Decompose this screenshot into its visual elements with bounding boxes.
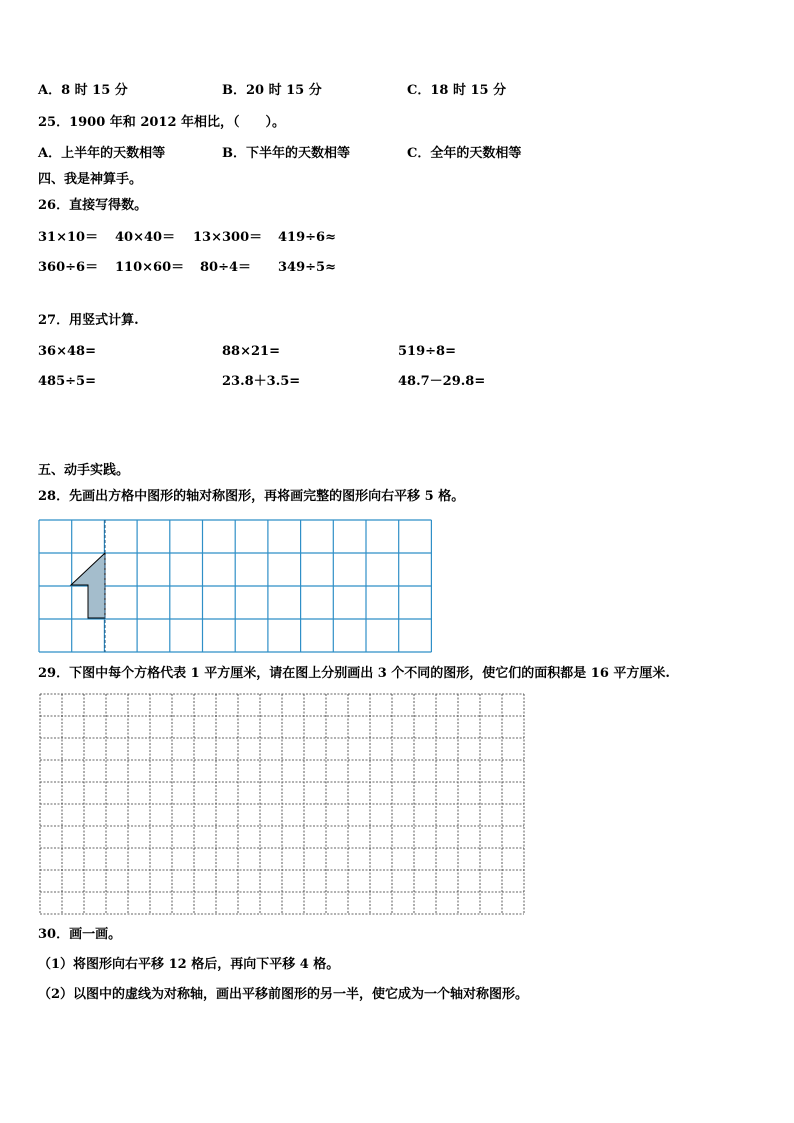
q27-item: 23.8＋3.5=: [222, 374, 301, 389]
q26-item: 349÷5≈: [278, 260, 336, 275]
q27-item: 485÷5=: [38, 374, 96, 389]
q30-stem: 30．画一画。: [38, 927, 122, 942]
q27-item: 36×48=: [38, 344, 96, 359]
q24-option-a: A．8 时 15 分: [38, 83, 128, 98]
q26-item: 31×10＝: [38, 230, 99, 245]
q30-part-2: （2）以图中的虚线为对称轴，画出平移前图形的另一半，使它成为一个轴对称图形。: [38, 987, 529, 1002]
q27-item: 88×21=: [222, 344, 280, 359]
q25-option-b: B．下半年的天数相等: [222, 146, 350, 161]
q29-stem: 29．下图中每个方格代表 1 平方厘米，请在图上分别画出 3 个不同的图形，使它们的面积都是 16 平方厘米.: [38, 666, 670, 681]
q30-part-1: （1）将图形向右平移 12 格后，再向下平移 4 格。: [38, 957, 340, 972]
q26-item: 360÷6＝: [38, 260, 99, 275]
section-4-heading: 四、我是神算手。: [38, 172, 143, 187]
q26-item: 110×60＝: [115, 260, 185, 275]
q27-item: 48.7－29.8=: [398, 374, 486, 389]
q28-stem: 28．先画出方格中图形的轴对称图形，再将画完整的图形向右平移 5 格。: [38, 489, 465, 504]
q25-stem: 25．1900 年和 2012 年相比，（ ）。: [38, 115, 286, 130]
q27-stem: 27．用竖式计算.: [38, 313, 139, 328]
q26-item: 13×300＝: [193, 230, 263, 245]
q29-grid: [39, 693, 527, 917]
q25-option-c: C．全年的天数相等: [407, 146, 522, 161]
q24-option-b: B．20 时 15 分: [222, 83, 322, 98]
q26-stem: 26．直接写得数。: [38, 198, 148, 213]
q28-grid: [38, 519, 432, 653]
q26-item: 80÷4＝: [200, 260, 252, 275]
section-5-heading: 五、动手实践。: [38, 463, 130, 478]
q26-item: 40×40＝: [115, 230, 176, 245]
q24-option-c: C．18 时 15 分: [407, 83, 507, 98]
q25-option-a: A．上半年的天数相等: [38, 146, 166, 161]
q28-shape: [71, 553, 105, 618]
q27-item: 519÷8=: [398, 344, 456, 359]
q26-item: 419÷6≈: [278, 230, 336, 245]
